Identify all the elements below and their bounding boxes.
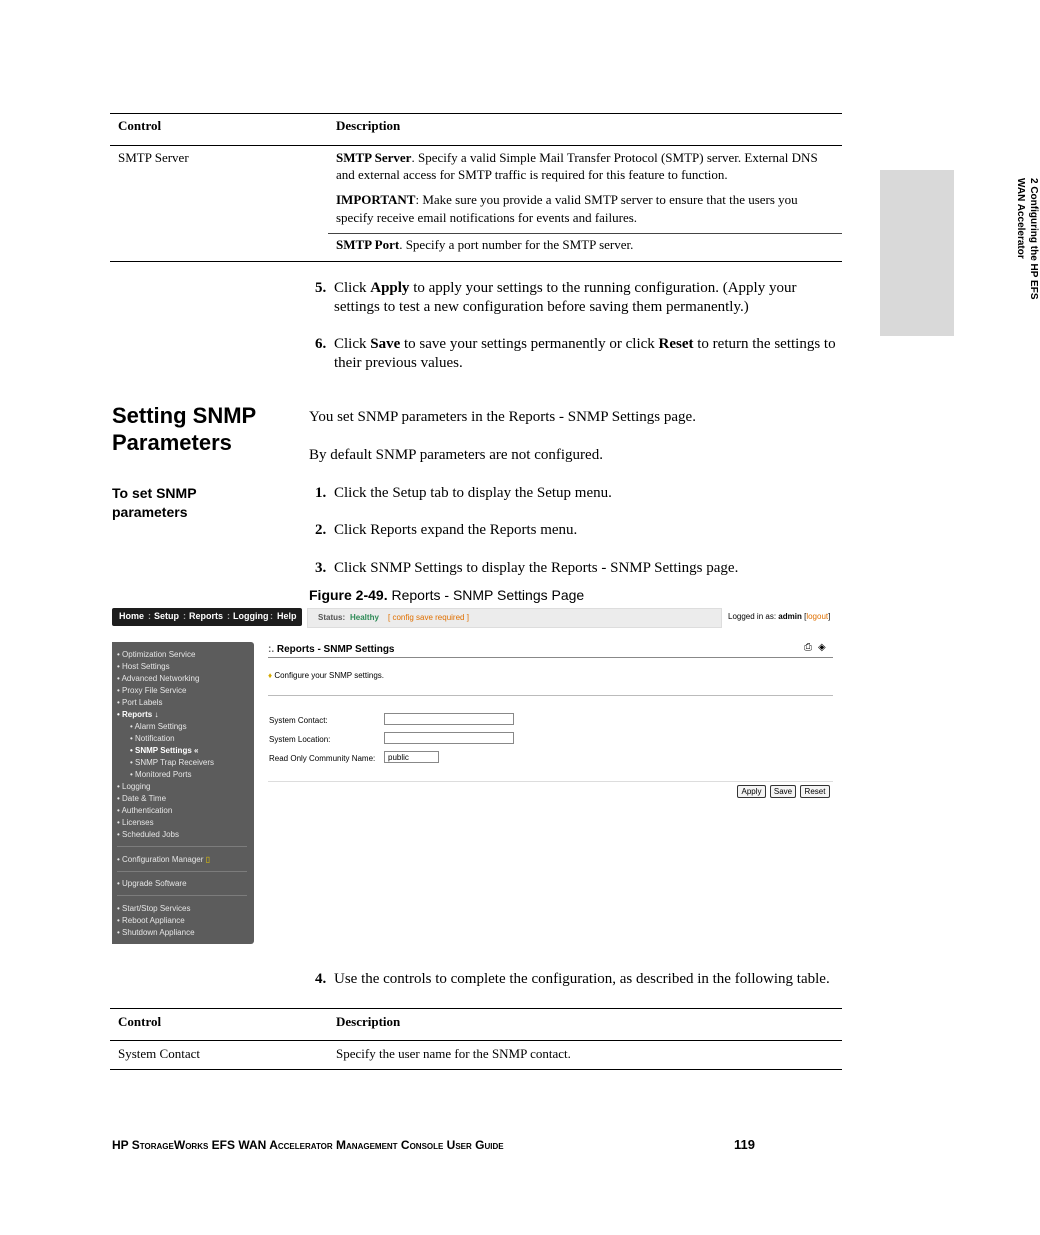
chapter-tab-text [890, 178, 1040, 299]
menu-divider [117, 871, 247, 872]
step-5-bold: Apply [370, 280, 410, 296]
page-title-text: Reports - SNMP Settings [276, 644, 395, 655]
step-6-bold: Save [370, 336, 401, 352]
nav-sep: : [270, 611, 273, 621]
table1-top-rule [110, 113, 842, 114]
menu-alarm-settings[interactable]: • Alarm Settings [130, 722, 187, 731]
status-value: Healthy [350, 613, 379, 622]
menu-advanced-networking[interactable]: • Advanced Networking [117, 674, 200, 683]
menu-reboot-appliance[interactable]: • Reboot Appliance [117, 916, 185, 925]
figure-caption [309, 587, 584, 603]
step-6-mid: to save your settings permanently or click [400, 336, 659, 352]
important-term: IMPORTANT [336, 192, 416, 207]
help-icon[interactable]: ◈ [818, 642, 826, 653]
table1-bottom-rule [110, 261, 842, 262]
nav-logging[interactable]: Logging [233, 611, 269, 621]
footer-title: HP StorageWorks EFS WAN Accelerator Management Console User Guide [112, 1138, 504, 1152]
step-5 [315, 279, 840, 317]
menu-notification[interactable]: • Notification [130, 734, 175, 743]
nav-sep: : [227, 611, 230, 621]
step-6 [315, 335, 840, 373]
smtp-port-text: . Specify a port number for the SMTP server. [399, 237, 634, 252]
step-4 [315, 970, 844, 989]
step-1 [315, 484, 840, 503]
step-5-number: 5. [315, 280, 327, 296]
table2-row-control: System Contact [118, 1046, 200, 1061]
figure-label: Figure 2-49. [309, 587, 388, 603]
title-rule [268, 657, 833, 658]
step-2-text: Click Reports expand the Reports menu. [334, 522, 578, 538]
system-location-label: System Location: [269, 735, 331, 744]
menu-snmp-trap-receivers[interactable]: • SNMP Trap Receivers [130, 758, 215, 767]
community-name-label: Read Only Community Name: [269, 754, 376, 763]
page-number: 119 [734, 1137, 755, 1152]
section-heading-line1: Setting SNMP [112, 403, 257, 428]
status-note[interactable]: [ config save required ] [388, 613, 469, 622]
menu-configuration-manager[interactable]: • Configuration Manager ▯ [117, 855, 211, 864]
section-para1: You set SNMP parameters in the Reports - SNMP Settings page. [309, 409, 696, 425]
system-location-input[interactable] [384, 732, 514, 744]
step-5-post: to apply your settings to the running configuration. (Apply your settings to test a new configuration before saving them permanently.) [334, 280, 797, 315]
menu-scheduled-jobs[interactable]: • Scheduled Jobs [117, 830, 179, 839]
apply-button[interactable]: Apply [737, 785, 766, 798]
nav-help[interactable]: Help [277, 611, 297, 621]
nav-home[interactable]: Home [119, 611, 145, 621]
menu-start-stop-services[interactable]: • Start/Stop Services [117, 904, 191, 913]
community-name-input[interactable]: public [384, 751, 439, 763]
user-name: admin [778, 612, 802, 621]
important-text: : Make sure you provide a valid SMTP server to ensure that the users you specify receive email notifications for events and failures. [336, 192, 798, 225]
table2-header-description: Description [336, 1014, 401, 1029]
warning-icon: ▯ [205, 855, 211, 864]
chapter-side-tab [880, 170, 1039, 336]
nav-setup[interactable]: Setup [154, 611, 180, 621]
menu-logging[interactable]: • Logging [117, 782, 151, 791]
section-heading-line2: Parameters [112, 430, 232, 455]
status-label: Status: [318, 613, 346, 622]
print-icon[interactable]: ⎙ [804, 642, 812, 653]
table2-row-description: Specify the user name for the SNMP contact. [336, 1046, 571, 1061]
subheading [112, 484, 197, 522]
menu-host-settings[interactable]: • Host Settings [117, 662, 170, 671]
page-title-prefix: :. [268, 644, 275, 655]
nav-reports[interactable]: Reports [189, 611, 224, 621]
table2-header-control: Control [118, 1014, 162, 1029]
nav-sep: : [148, 611, 151, 621]
logged-in-label: Logged in as: [728, 612, 777, 621]
hint-label: Configure your SNMP settings. [274, 671, 385, 680]
table1-header-description: Description [336, 118, 401, 133]
table2-top-rule [110, 1008, 842, 1009]
nav-sep: : [183, 611, 186, 621]
section-heading [112, 402, 256, 456]
step-6-pre: Click [334, 336, 371, 352]
step-6-number: 6. [315, 336, 327, 352]
menu-optimization-service[interactable]: • Optimization Service [117, 650, 196, 659]
subheading-line2: parameters [112, 504, 188, 520]
step-4-text: Use the controls to complete the configuration, as described in the following table. [334, 971, 830, 987]
menu-proxy-file-service[interactable]: • Proxy File Service [117, 686, 187, 695]
figure-text: Reports - SNMP Settings Page [387, 587, 585, 603]
menu-reports[interactable]: • Reports ↓ [117, 710, 159, 719]
step-3-text: Click SNMP Settings to display the Reports - SNMP Settings page. [334, 560, 739, 576]
step-2-number: 2. [315, 522, 327, 538]
system-contact-label: System Contact: [269, 716, 328, 725]
menu-shutdown-appliance[interactable]: • Shutdown Appliance [117, 928, 195, 937]
subheading-line1: To set SNMP [112, 485, 197, 501]
hint-rule [268, 695, 833, 696]
snmp-settings-screenshot [112, 607, 842, 952]
save-button[interactable]: Save [770, 785, 796, 798]
smtp-server-text: . Specify a valid Simple Mail Transfer Protocol (SMTP) server. External DNS and external access for SMTP traffic is required for this feature to function. [336, 150, 818, 182]
menu-licenses[interactable]: • Licenses [117, 818, 154, 827]
table1-inner-rule [328, 233, 842, 234]
top-nav [112, 608, 302, 626]
menu-divider [117, 895, 247, 896]
hint-text [268, 671, 384, 680]
step-1-number: 1. [315, 485, 327, 501]
smtp-port-description [336, 237, 836, 253]
step-6-post: to return the settings to their previous values. [334, 336, 836, 371]
step-2 [315, 521, 840, 540]
smtp-server-term: SMTP Server [336, 150, 412, 165]
page-title [268, 644, 395, 655]
section-para2: By default SNMP parameters are not configured. [309, 447, 603, 463]
table2-header-rule [110, 1040, 842, 1041]
step-3-number: 3. [315, 560, 327, 576]
table1-header-control: Control [118, 118, 162, 133]
logout-link[interactable]: logout [806, 612, 829, 621]
menu-authentication[interactable]: • Authentication [117, 806, 173, 815]
status-bar [307, 608, 722, 628]
important-note [336, 191, 836, 227]
menu-snmp-settings[interactable]: • SNMP Settings « [130, 746, 199, 755]
double-arrow-icon: « [194, 746, 199, 755]
menu-monitored-ports[interactable]: • Monitored Ports [130, 770, 192, 779]
step-4-number: 4. [315, 971, 327, 987]
table1-row-control: SMTP Server [118, 150, 189, 165]
menu-port-labels[interactable]: • Port Labels [117, 698, 163, 707]
chapter-tab-line2: WAN Accelerator [1015, 178, 1026, 259]
step-1-text: Click the Setup tab to display the Setup menu. [334, 485, 612, 501]
form-rule [268, 781, 833, 782]
setup-menu [112, 642, 254, 944]
system-contact-input[interactable] [384, 713, 514, 725]
smtp-server-description [336, 149, 836, 183]
table2-bottom-rule [110, 1069, 842, 1070]
chapter-tab-line1: 2 Configuring the HP EFS [1028, 178, 1039, 300]
step-6-bold2: Reset [658, 336, 694, 352]
logged-in-info: Logged in as: admin [logout] [728, 612, 831, 621]
reset-button[interactable]: Reset [800, 785, 830, 798]
lightbulb-icon: ♦ [268, 671, 273, 680]
menu-upgrade-software[interactable]: • Upgrade Software [117, 879, 187, 888]
menu-date-time[interactable]: • Date & Time [117, 794, 167, 803]
step-3 [315, 559, 840, 578]
smtp-port-term: SMTP Port [336, 237, 400, 252]
arrow-down-icon: ↓ [154, 710, 159, 719]
step-5-pre: Click [334, 280, 371, 296]
menu-divider [117, 846, 247, 847]
table1-header-rule [110, 145, 842, 146]
